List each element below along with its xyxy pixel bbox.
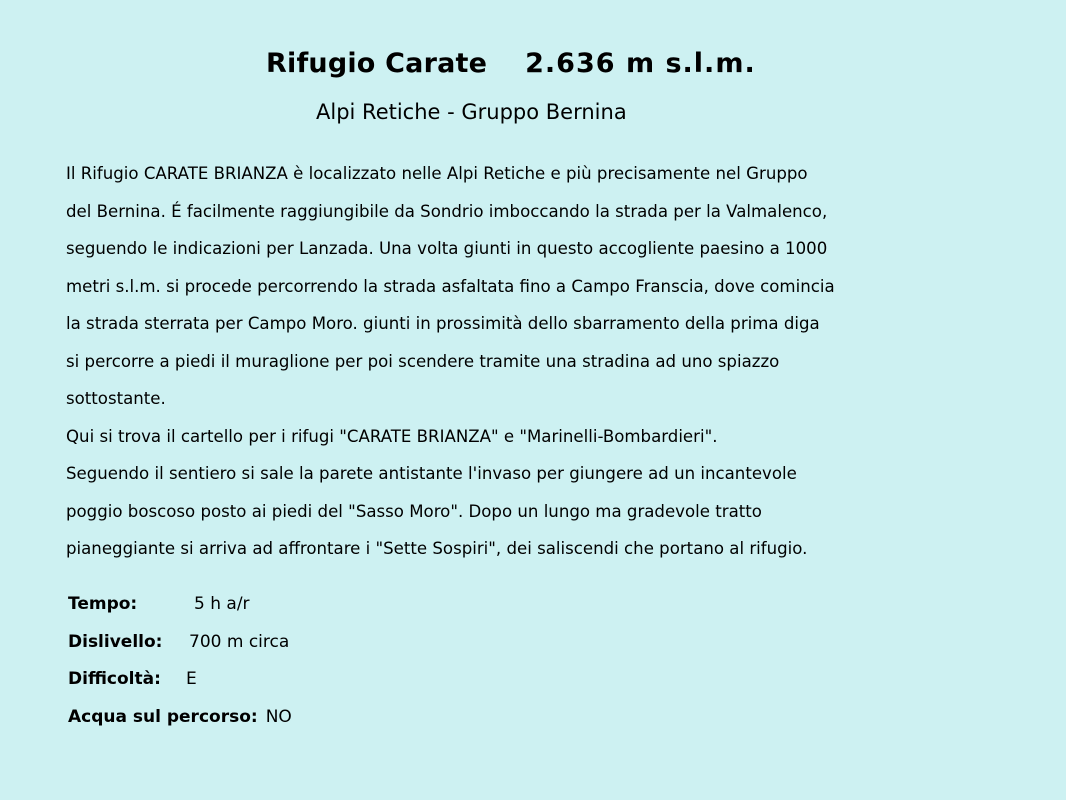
description-line: si percorre a piedi il muraglione per poi scendere tramite una stradina ad uno spiazzo: [66, 351, 780, 371]
description-line: Il Rifugio CARATE BRIANZA è localizzato nelle Alpi Retiche e più precisamente nel Gruppo: [66, 164, 808, 183]
fact-tempo-label: Tempo:: [68, 594, 138, 614]
description-paragraph: [66, 155, 966, 568]
description-line: sottostante.: [66, 389, 166, 408]
description-line: la strada sterrata per Campo Moro. giunti in prossimità dello sbarramento della prima diga: [66, 314, 820, 333]
description-line: poggio boscoso posto ai piedi del "Sasso Moro". Dopo un lungo ma gradevole tratto: [66, 501, 762, 521]
description-line: Seguendo il sentiero si sale la parete antistante l'invaso per giungere ad un incantevole: [66, 464, 797, 483]
page-subtitle: Alpi Retiche - Gruppo Bernina: [316, 100, 627, 124]
fact-acqua-label: Acqua sul percorso:: [68, 706, 258, 727]
description-line: seguendo le indicazioni per Lanzada. Una volta giunti in questo accogliente paesino a 1000: [66, 239, 828, 258]
page-title: [266, 48, 756, 79]
fact-difficolta-label: Difficoltà:: [68, 669, 161, 689]
title-refuge-name: Rifugio Carate: [266, 48, 488, 79]
description-line: pianeggiante si arriva ad affrontare i "Sette Sospiri", dei saliscendi che portano al rifugio.: [66, 539, 808, 558]
fact-acqua-value: NO: [265, 706, 292, 727]
description-line: Qui si trova il cartello per i rifugi "CARATE BRIANZA" e "Marinelli-Bombardieri".: [66, 426, 718, 446]
fact-dislivello: [68, 624, 292, 662]
fact-tempo: [68, 586, 292, 624]
fact-dislivello-value: 700 m circa: [189, 631, 290, 652]
fact-dislivello-label: Dislivello:: [68, 631, 163, 652]
fact-tempo-value: 5 h a/r: [194, 594, 250, 614]
fact-difficolta: [68, 661, 292, 699]
description-line: del Bernina. É facilmente raggiungibile da Sondrio imboccando la strada per la Valmalenco,: [66, 201, 828, 221]
description-line: metri s.l.m. si procede percorrendo la strada asfaltata fino a Campo Franscia, dove comincia: [66, 276, 835, 296]
fact-acqua: [68, 699, 292, 737]
route-facts: [68, 586, 292, 736]
title-elevation: 2.636 m s.l.m.: [525, 48, 756, 79]
fact-difficolta-value: E: [186, 669, 197, 689]
